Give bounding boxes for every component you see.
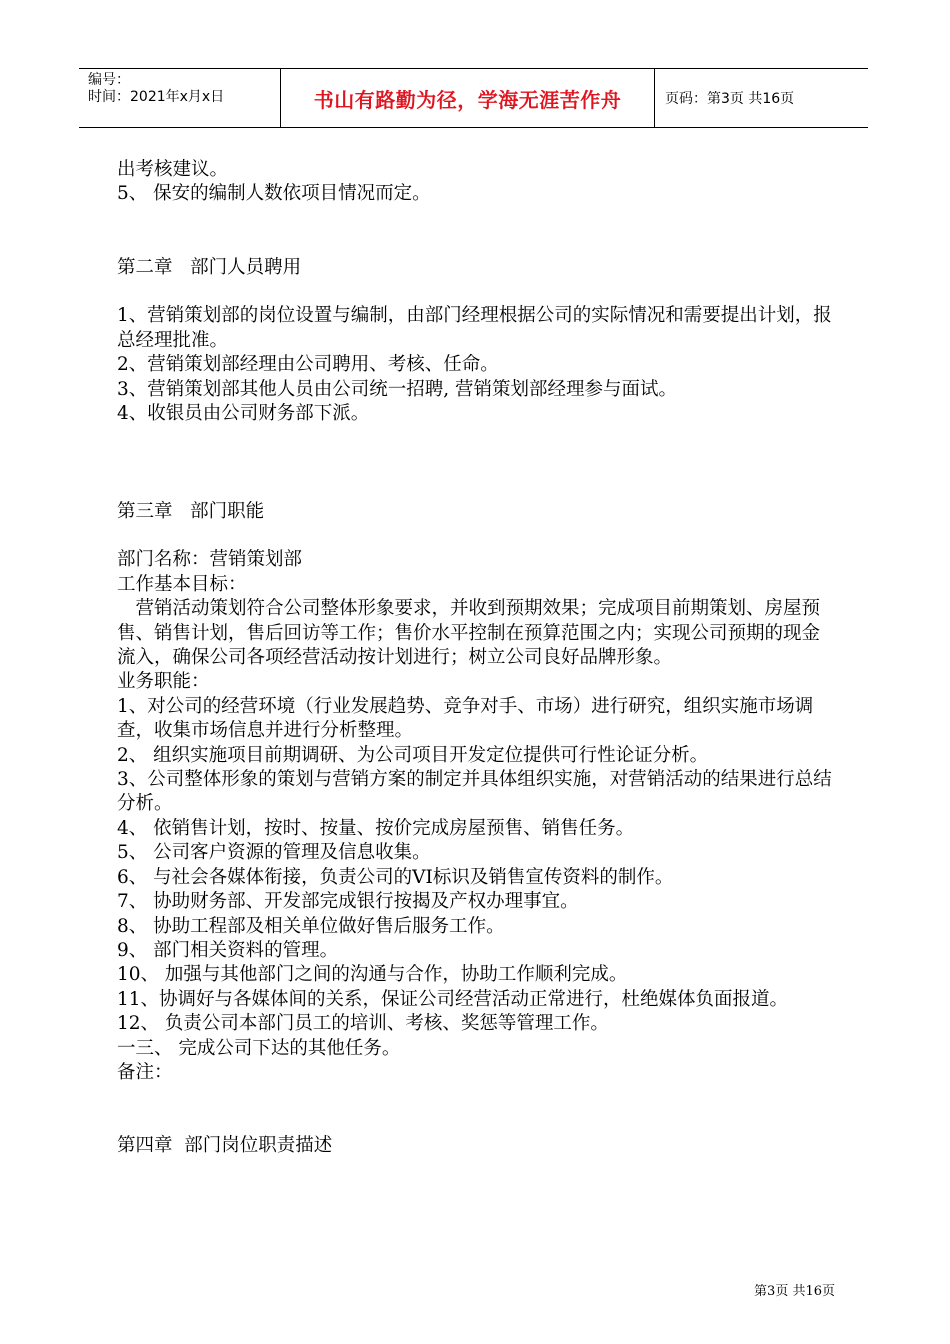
chapter-3-title: 第三章 部门职能 [117,500,265,522]
header-motto-cell [281,69,655,127]
department-name: 部门名称：营销策划部 [117,549,303,571]
duty-item: 10、 加强与其他部门之间的沟通与合作，协助工作顺利完成。 [117,964,628,986]
spacer [117,426,837,475]
paragraph: 1、营销策划部的岗位设置与编制，由部门经理根据公司的实际情况和需要提出计划，报总经理批准。 [117,305,832,351]
paragraph: 2、营销策划部经理由公司聘用、考核、任命。 [117,354,499,376]
duty-label: 业务职能： [117,671,210,693]
duty-item: 8、 协助工程部及相关单位做好售后服务工作。 [117,915,505,937]
duty-item: 11、协调好与各媒体间的关系，保证公司经营活动正常进行，杜绝媒体负面报道。 [117,988,789,1010]
paragraph: 出考核建议。 [117,159,229,180]
duty-item: 12、 负责公司本部门员工的培训、考核、奖惩等管理工作。 [117,1013,609,1035]
spacer [117,475,837,499]
header-page-info-cell [655,69,868,127]
spacer [117,1085,837,1134]
chapter-4-title: 第四章 部门岗位职责描述 [117,1135,333,1157]
duty-item: 一三、 完成公司下达的其他任务。 [117,1037,401,1059]
duty-item: 6、 与社会各媒体衔接，负责公司的VI标识及销售宣传资料的制作。 [117,866,674,888]
duty-item: 3、公司整体形象的策划与营销方案的制定并具体组织实施，对营销活动的结果进行总结分析。 [117,769,832,815]
paragraph: 5、 保安的编制人数依项目情况而定。 [117,183,431,205]
duty-item: 4、 依销售计划，按时、按量、按价完成房屋预售、销售任务。 [117,817,635,839]
duty-item: 5、 公司客户资源的管理及信息收集。 [117,842,431,864]
chapter-2-title: 第二章 部门人员聘用 [117,256,302,278]
spacer [117,207,837,256]
header-number-label: 编号： [88,72,130,88]
page-footer [754,1280,835,1299]
page-header [79,68,868,128]
header-date: 时间：2021年x月x日 [88,89,225,105]
goal-text: 营销活动策划符合公司整体形象要求，并收到预期效果；完成项目前期策划、房屋预售、销售计划，售后回访等工作；售价水平控制在预算范围之内；实现公司预期的现金流入，确保公司各项经营活动按计划进行；树立公司良好品牌形象。 [117,598,821,669]
duty-item: 2、 组织实施项目前期调研、为公司项目开发定位提供可行性论证分析。 [117,744,709,766]
spacer [117,280,837,304]
header-meta [79,69,281,127]
spacer [117,524,837,548]
header-motto: 书山有路勤为径，学海无涯苦作舟 [313,87,622,112]
paragraph: 3、营销策划部其他人员由公司统一招聘, 营销策划部经理参与面试。 [117,378,678,400]
goal-label: 工作基本目标： [117,573,247,595]
duty-item: 7、 协助财务部、开发部完成银行按揭及产权办理事宜。 [117,891,579,913]
note-label: 备注： [117,1061,173,1083]
duty-item: 1、对公司的经营环境（行业发展趋势、竞争对手、市场）进行研究，组织实施市场调查，收集市场信息并进行分析整理。 [117,695,814,742]
document-body [117,158,837,1159]
header-page-info: 页码：第3页 共16页 [665,91,795,107]
duty-item: 9、 部门相关资料的管理。 [117,939,339,961]
paragraph: 4、收银员由公司财务部下派。 [117,403,370,425]
footer-page-info: 第3页 共16页 [754,1284,835,1299]
